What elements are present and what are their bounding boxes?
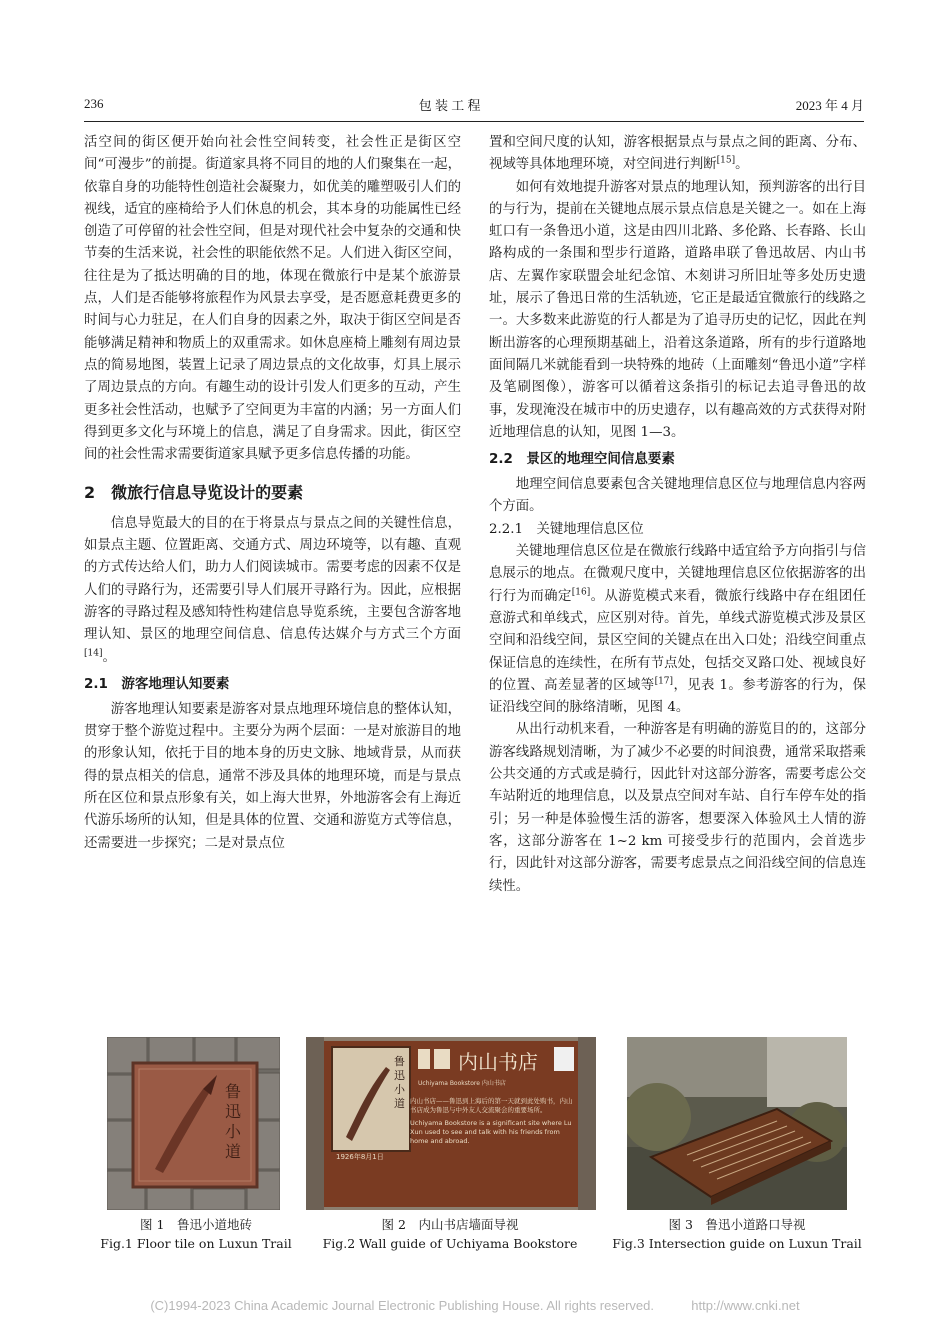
right-column bbox=[489, 132, 866, 898]
figure-3-intersection-guide bbox=[627, 1037, 847, 1210]
cnki-link[interactable]: http://www.cnki.net bbox=[691, 1298, 800, 1313]
paragraph: 地理空间信息要素包含关键地理信息区位与地理信息内容两个方面。 bbox=[489, 477, 866, 515]
figure-2-caption bbox=[300, 1215, 600, 1253]
citation-16[interactable]: [16] bbox=[571, 587, 591, 598]
copyright-footer bbox=[0, 1298, 950, 1313]
caption-en: Fig.2 Wall guide of Uchiyama Bookstore bbox=[322, 1236, 578, 1251]
caption-cn: 图 3 鲁迅小道路口导视 bbox=[668, 1217, 806, 1232]
caption-cn: 图 1 鲁迅小道地砖 bbox=[140, 1217, 252, 1232]
caption-en: Fig.3 Intersection guide on Luxun Trail bbox=[612, 1236, 862, 1251]
paragraph: 从出行动机来看，一种游客是有明确的游览目的的，这部分游客线路规划清晰，为了减少不必要的时间浪费，通常采取搭乘公共交通的方式或是骑行，因此针对这部分游客，需要考虑公交车站附近的地理信息，以及景点空间对车站、自行车停车处的指引；另一种是体验慢生活的游客，想要深入体验风土人情的游客，这部分游客在 1~2 km 可接受步行的范围内，会首选步行，因此针对这部分游客，需要考虑景点之间沿线空间的信息连续性。 bbox=[489, 722, 866, 894]
citation-17[interactable]: [17] bbox=[654, 676, 674, 687]
issue-date: 2023 年 4 月 bbox=[795, 97, 864, 113]
header-rule bbox=[84, 121, 864, 122]
caption-en: Fig.1 Floor tile on Luxun Trail bbox=[100, 1236, 292, 1251]
paragraph: 信息导览最大的目的在于将景点与景点之间的关键性信息，如景点主题、位置距离、交通方式、周边环境等，以有趣、直观的方式传达给人们，助力人们阅读城市。需要考虑的因素不仅是人们的寻路行为，还需要引导人们展开寻路行为。因此，应根据游客的寻路过程及感知特性构建信息导览系统，主要包含游客地理认知、景区的地理空间信息、信息传达媒介与方式三个方面[14]。 bbox=[84, 515, 461, 665]
sign-subtitle: Uchiyama Bookstore 内山书店 bbox=[418, 1080, 506, 1087]
paragraph: 游客地理认知要素是游客对景点地理环境信息的整体认知，贯穿于整个游览过程中。主要分为两个层面：一是对旅游目的地的形象认知，依托于目的地本身的历史文脉、地域背景，从而获得的景点相关的信息，通常不涉及具体的地理环境，而是与景点所在区位和景点形象有关，如上海大世界，外地游客会有上海近代游乐场所的认知，但是具体的位置、交通和游览方式等信息，还需要进一步探究；二是对景点位 bbox=[84, 701, 461, 851]
paragraph: 如何有效地提升游客对景点的地理认知，预判游客的出行目的与行为，提前在关键地点展示景点信息是关键之一。如在上海虹口有一条鲁迅小道，这是由四川北路、多伦路、长春路、长山路构成的一条围和型步行道路，道路串联了鲁迅故居、内山书店、左翼作家联盟会址纪念馆、木刻讲习所旧址等多处历史遗址，展示了鲁迅日常的生活轨迹，它正是最适宜微旅行的线路之一。大多数来此游览的行人都是为了追寻历史的记忆，因此在判断出游客的心理预期基础上，沿着这条道路，所有的步行道路地面间隔几米就能看到一块特殊的地砖（上面雕刻“鲁迅小道”字样及笔刷图像），游客可以循着这条指引的标记去追寻鲁迅的故事，发现淹没在城市中的历史遗存，以有趣高效的方式获得对附近地理信息的认知，见图 1—3。 bbox=[489, 179, 866, 440]
figure-2-wall-guide bbox=[306, 1037, 596, 1210]
paragraph: 置和空间尺度的认知，游客根据景点与景点之间的距离、分布、视域等具体地理环境，对空间进行判断[15]。 bbox=[489, 135, 866, 173]
floor-tile-photo bbox=[107, 1037, 280, 1210]
subsection-heading-2-2: 2.2 景区的地理空间信息要素 bbox=[489, 451, 675, 468]
svg-text:鲁迅小道: 鲁迅小道 bbox=[394, 1055, 405, 1110]
citation-14[interactable]: [14] bbox=[84, 648, 103, 659]
running-header bbox=[84, 92, 864, 116]
subsection-heading-2-1: 2.1 游客地理认知要素 bbox=[84, 675, 230, 692]
citation-15[interactable]: [15] bbox=[716, 155, 736, 166]
section-heading-2: 2 微旅行信息导览设计的要素 bbox=[84, 483, 304, 503]
intersection-guide-photo bbox=[627, 1037, 847, 1210]
paragraph: 活空间的街区便开始向社会性空间转变，社会性正是街区空间“可漫步”的前提。街道家具将不同目的地的人们聚集在一起，依靠自身的功能特性创造社会凝聚力，如优美的雕塑吸引人们的视线，适宜的座椅给予人们休息的机会，其本身的功能属性已经创造了可停留的社会性空间，但是对现代社会中复杂的交通和快节奏的生活来说，社会性的职能依然不足。人们进入街区空间，往往是为了抵达明确的目的地，体现在微旅行中是某个旅游景点，人们是否能够将旅程作为风景去享受，是否愿意耗费更多的时间与心力驻足，在人们自身的因素之外，取决于街区空间是否能够满足精神和物质上的双重需求。如休息座椅上雕刻有周边景点的简易地图，装置上记录了周边景点的文化故事，灯具上展示了周边景点的方向。有趣生动的设计引发人们更多的互动，产生更多社会性活动，也赋予了空间更为丰富的内涵；另一方面人们得到更多文化与环境上的信息，满足了自身需求。因此，街区空间的社会性需求需要街道家具赋予更多信息传播的功能。 bbox=[84, 135, 461, 463]
paragraph: 关键地理信息区位是在微旅行线路中适宜给予方向指引与信息展示的地点。在微观尺度中，关键地理信息区位依据游客的出行行为而确定[16]。从游览模式来看，微旅行线路中存在组团任意游式和单线式，应区别对待。首先，单线式游览模式涉及景区空间和沿线空间，景区空间的关键点在出入口处；沿线空间重点保证信息的连续性，在所有节点处，包括交叉路口处、视域良好的位置、高差显著的区域等[17]，见表 1。参考游客的行为，保证沿线空间的脉络清晰，见图 4。 bbox=[489, 544, 866, 716]
figure-1-caption bbox=[96, 1215, 296, 1253]
caption-cn: 图 2 内山书店墙面导视 bbox=[381, 1217, 519, 1232]
sign-title: 内山书店 bbox=[458, 1050, 538, 1074]
copyright-text: (C)1994-2023 China Academic Journal Electronic Publishing House. All rights reserved. bbox=[150, 1298, 654, 1313]
journal-title: 包 装 工 程 bbox=[418, 97, 481, 113]
figure-1-floor-tile bbox=[107, 1037, 280, 1210]
sign-body-en: Uchiyama Bookstore is a significant site where Lu Xun used to see and talk with his friends from home and abroad. bbox=[410, 1119, 572, 1145]
sign-body-cn: 内山书店——鲁迅到上海后的第一天就到此处购书，内山书店成为鲁迅与中外友人交流聚会的重要场所。 bbox=[410, 1097, 573, 1114]
brick-engraving: 鲁迅小道 bbox=[225, 1082, 242, 1161]
left-column bbox=[84, 132, 461, 855]
figure-3-caption bbox=[612, 1215, 862, 1253]
wall-guide-photo bbox=[306, 1037, 596, 1210]
plaque-date: 1926年8月1日 bbox=[336, 1153, 384, 1161]
page-number: 236 bbox=[84, 96, 104, 111]
subsubsection-heading-2-2-1: 2.2.1 关键地理信息区位 bbox=[489, 521, 644, 537]
